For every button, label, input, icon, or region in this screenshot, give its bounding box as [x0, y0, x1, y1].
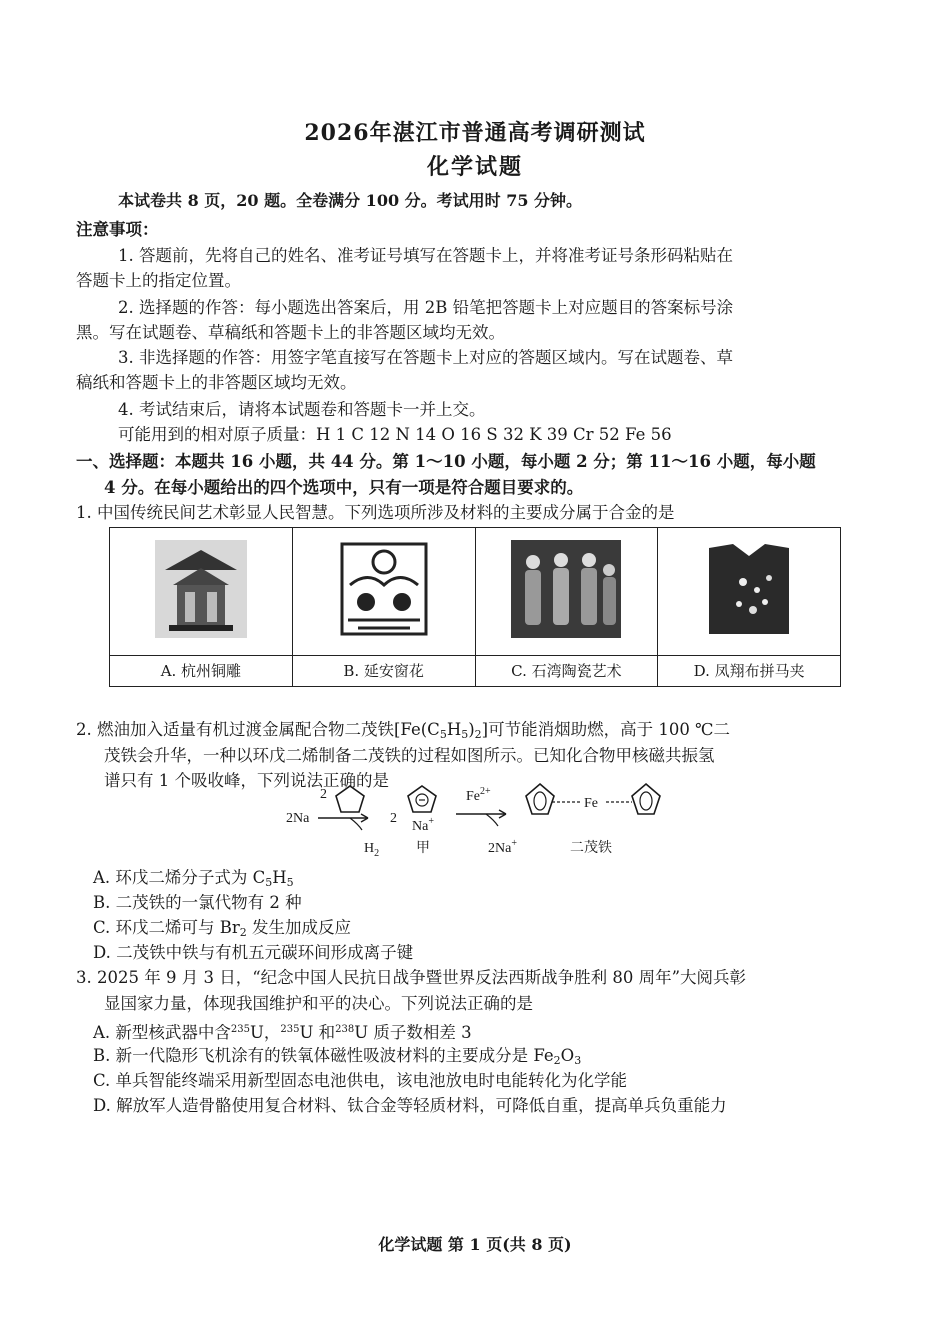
- q1-image-table: [109, 527, 841, 687]
- patchwork-vest-image: [703, 540, 795, 638]
- byproduct-na: 2Na+: [488, 838, 517, 856]
- q2-option-d: D. 二茂铁中铁与有机五元碳环间形成离子键: [93, 943, 414, 962]
- q2-option-b: B. 二茂铁的一氯代物有 2 种: [93, 893, 302, 912]
- question-2-stem-line1: [76, 718, 730, 747]
- q1-option-d-cell: [658, 528, 840, 686]
- option-c-caption: C. 石湾陶瓷艺术: [476, 655, 658, 686]
- subject-title: 化学试题: [426, 154, 523, 180]
- section-heading: 一、选择题：本题共 16 小题，共 44 分。第 1～10 小题，每小题 2 分；第 11～16 小题，每小题: [76, 452, 816, 471]
- q1-option-c-cell: [476, 528, 659, 686]
- question-2-stem-line2: 茂铁会升华，一种以环戊二烯制备二茂铁的过程如图所示。已知化合物甲核磁共振氢: [104, 746, 715, 765]
- option-b-caption: B. 延安窗花: [293, 655, 475, 686]
- q3-option-b: B. 新一代隐形飞机涂有的铁氧体磁性吸波材料的主要成分是 $Fe_2O_3$: [93, 1046, 582, 1067]
- atomic-masses: 可能用到的相对原子质量：H 1 C 12 N 14 O 16 S 32 K 39 Cr 52 Fe 56: [118, 425, 672, 444]
- q2-sub: 5: [461, 728, 469, 741]
- q2-sub: 5: [439, 728, 447, 741]
- q2-text: H: [446, 720, 462, 739]
- cyclopentadienyl-ring: [408, 786, 436, 812]
- note-line: 黑。写在试题卷、草稿纸和答题卡上的非答题区域均无效。: [76, 323, 505, 342]
- note-line: 2. 选择题的作答：每小题选出答案后，用 2B 铅笔把答题卡上对应题目的答案标号涂: [118, 298, 734, 317]
- note-line: 3. 非选择题的作答：用签字笔直接写在答题卡上对应的答题区域内。写在试题卷、草: [118, 348, 733, 367]
- q1-option-a-cell: [110, 528, 293, 686]
- q2-text: ): [468, 720, 475, 739]
- q3-option-a: A. 新型核武器中含$^{235}$U，$^{235}$U 和$^{238}$U 质子数相差 3: [93, 1023, 472, 1042]
- question-1-stem: 1. 中国传统民间艺术彰显人民智慧。下列选项所涉及材料的主要成分属于合金的是: [76, 503, 675, 522]
- note-line: 4. 考试结束后，请将本试题卷和答题卡一并上交。: [118, 400, 486, 419]
- exam-title: 2026年湛江市普通高考调研测试: [304, 120, 646, 146]
- pavilion-image: [155, 540, 247, 638]
- reagent-na: 2Na: [286, 811, 310, 826]
- reagent-fe2: $Fe^{2+}$: [466, 786, 491, 804]
- q2-sub: 2: [474, 728, 482, 741]
- q3-option-d: D. 解放军人造骨骼使用复合材料、钛合金等轻质材料，可降低自重，提高单兵负重能力: [93, 1096, 727, 1115]
- ferrocene-label: 二茂铁: [570, 841, 612, 856]
- cyclopentadiene-ring: [336, 786, 364, 812]
- option-a-caption: A. 杭州铜雕: [110, 655, 292, 686]
- q2-option-c: C. 环戊二烯可与 $Br_2$ 发生加成反应: [93, 918, 352, 939]
- q2-text: ]可节能消烟助燃，高于 100 ℃二: [481, 720, 731, 739]
- notes-heading: 注意事项：: [76, 220, 159, 239]
- q1-option-b-cell: [293, 528, 476, 686]
- question-3-stem-line1: 3. 2025 年 9 月 3 日，“纪念中国人民抗日战争暨世界反法西斯战争胜利 80 周年”大阅兵彰: [76, 968, 747, 987]
- q2-option-a: A. 环戊二烯分子式为 $C_5H_5$: [93, 868, 294, 889]
- ferrocene-synthesis-scheme: [280, 780, 680, 860]
- iron-center: Fe: [584, 796, 598, 811]
- question-3-stem-line2: 显国家力量，体现我国维护和平的决心。下列说法正确的是: [104, 994, 533, 1013]
- coefficient: 2: [390, 811, 397, 826]
- question-2-stem-line3: 谱只有 1 个吸收峰，下列说法正确的是: [104, 771, 389, 790]
- counter-ion-na: Na+: [412, 816, 434, 834]
- note-line: 答题卡上的指定位置。: [76, 271, 241, 290]
- byproduct-h2: $H_2$: [364, 841, 380, 859]
- option-d-caption: D. 凤翔布拼马夹: [658, 655, 840, 686]
- section-heading-cont: 4 分。在每小题给出的四个选项中，只有一项是符合题目要求的。: [104, 478, 584, 497]
- ceramic-figures-image: [511, 540, 621, 638]
- compound-jia-label: 甲: [416, 841, 430, 856]
- q2-text: 2. 燃油加入适量有机过渡金属配合物二茂铁[Fe(C: [76, 720, 440, 739]
- coefficient: 2: [320, 787, 327, 802]
- exam-info: 本试卷共 8 页，20 题。全卷满分 100 分。考试用时 75 分钟。: [118, 191, 583, 210]
- note-line: 稿纸和答题卡上的非答题区域均无效。: [76, 373, 357, 392]
- paper-cut-image: [338, 540, 430, 638]
- page-footer: 化学试题 第 1 页(共 8 页): [378, 1235, 572, 1254]
- q3-option-c: C. 单兵智能终端采用新型固态电池供电，该电池放电时电能转化为化学能: [93, 1071, 628, 1090]
- note-line: 1. 答题前，先将自己的姓名、准考证号填写在答题卡上，并将准考证号条形码粘贴在: [118, 246, 733, 265]
